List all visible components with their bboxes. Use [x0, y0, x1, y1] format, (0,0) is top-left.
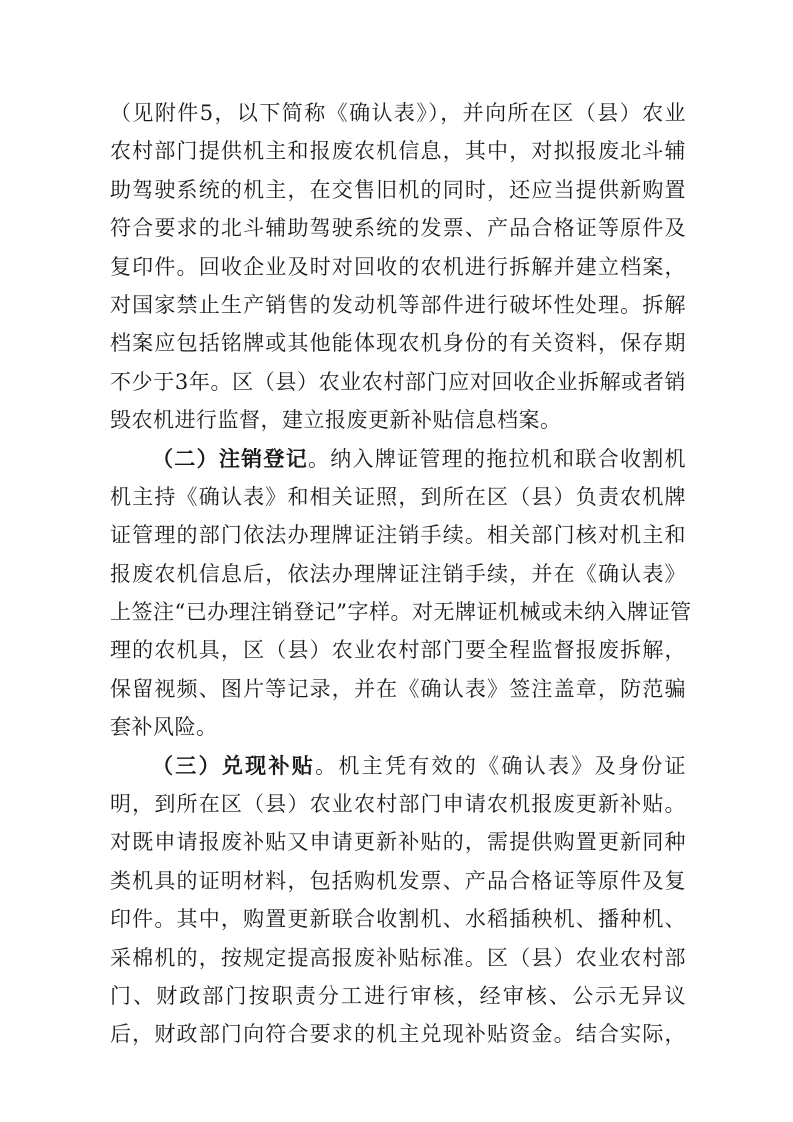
text-line-first	[110, 747, 686, 785]
text-line: 后，财政部门向符合要求的机主兑现补贴资金。结合实际，	[110, 1022, 686, 1047]
text-line: 明，到所在区（县）农业农村部门申请农机报废更新补贴。	[110, 792, 686, 817]
text-line: 保留视频、图片等记录，并在《确认表》签注盖章，防范骗	[110, 676, 686, 701]
text-line: 套补风险。	[110, 715, 218, 740]
text-line-first	[110, 440, 686, 478]
text-line: （见附件5，以下简称《确认表》），并向所在区（县）农业	[110, 101, 686, 125]
paragraph-1	[110, 94, 686, 440]
text-line: 不少于3年。区（县）农业农村部门应对回收企业拆解或者销	[110, 369, 686, 394]
text-line: 报废农机信息后，依法办理牌证注销手续，并在《确认表》	[110, 561, 686, 586]
text-line: 理的农机具，区（县）农业农村部门要全程监督报废拆解，	[110, 638, 686, 663]
text-line: 采棉机的，按规定提高报废补贴标准。区（县）农业农村部	[110, 945, 686, 970]
text-line: 对国家禁止生产销售的发动机等部件进行破坏性处理。拆解	[110, 292, 686, 317]
text-line: 对既申请报废补贴又申请更新补贴的，需提供购置更新同种	[110, 830, 686, 855]
section-heading-deregistration: （二）注销登记	[152, 446, 308, 471]
text-line: 复印件。回收企业及时对回收的农机进行拆解并建立档案，	[110, 254, 686, 279]
text-line: 证管理的部门依法办理牌证注销手续。相关部门核对机主和	[110, 523, 686, 548]
text-line: 门、财政部门按职责分工进行审核，经审核、公示无异议	[110, 983, 686, 1008]
paragraph-3	[110, 747, 686, 1054]
text-line: 上签注“已办理注销登记”字样。对无牌证机械或未纳入牌证管	[110, 600, 692, 625]
text-line: 档案应包括铭牌或其他能体现农机身份的有关资料，保存期	[110, 331, 686, 356]
text-line: 机主持《确认表》和相关证照，到所在区（县）负责农机牌	[110, 484, 686, 509]
text-line: 类机具的证明材料，包括购机发票、产品合格证等原件及复	[110, 868, 686, 893]
document-page	[110, 94, 692, 1054]
paragraph-2	[110, 440, 692, 747]
text-line: 助驾驶系统的机主，在交售旧机的同时，还应当提供新购置	[110, 177, 686, 202]
text-run: 。纳入牌证管理的拖拉机和联合收割机	[307, 446, 687, 471]
text-line: 毁农机进行监督，建立报废更新补贴信息档案。	[110, 408, 562, 433]
text-line: 印件。其中，购置更新联合收割机、水稻插秧机、播种机、	[110, 907, 686, 932]
text-line: 符合要求的北斗辅助驾驶系统的发票、产品合格证等原件及	[110, 216, 686, 241]
text-line: 农村部门提供机主和报废农机信息，其中，对拟报废北斗辅	[110, 139, 686, 164]
section-heading-subsidy: （三）兑现补贴	[152, 753, 316, 778]
text-run: 。机主凭有效的《确认表》及身份证	[315, 753, 687, 778]
